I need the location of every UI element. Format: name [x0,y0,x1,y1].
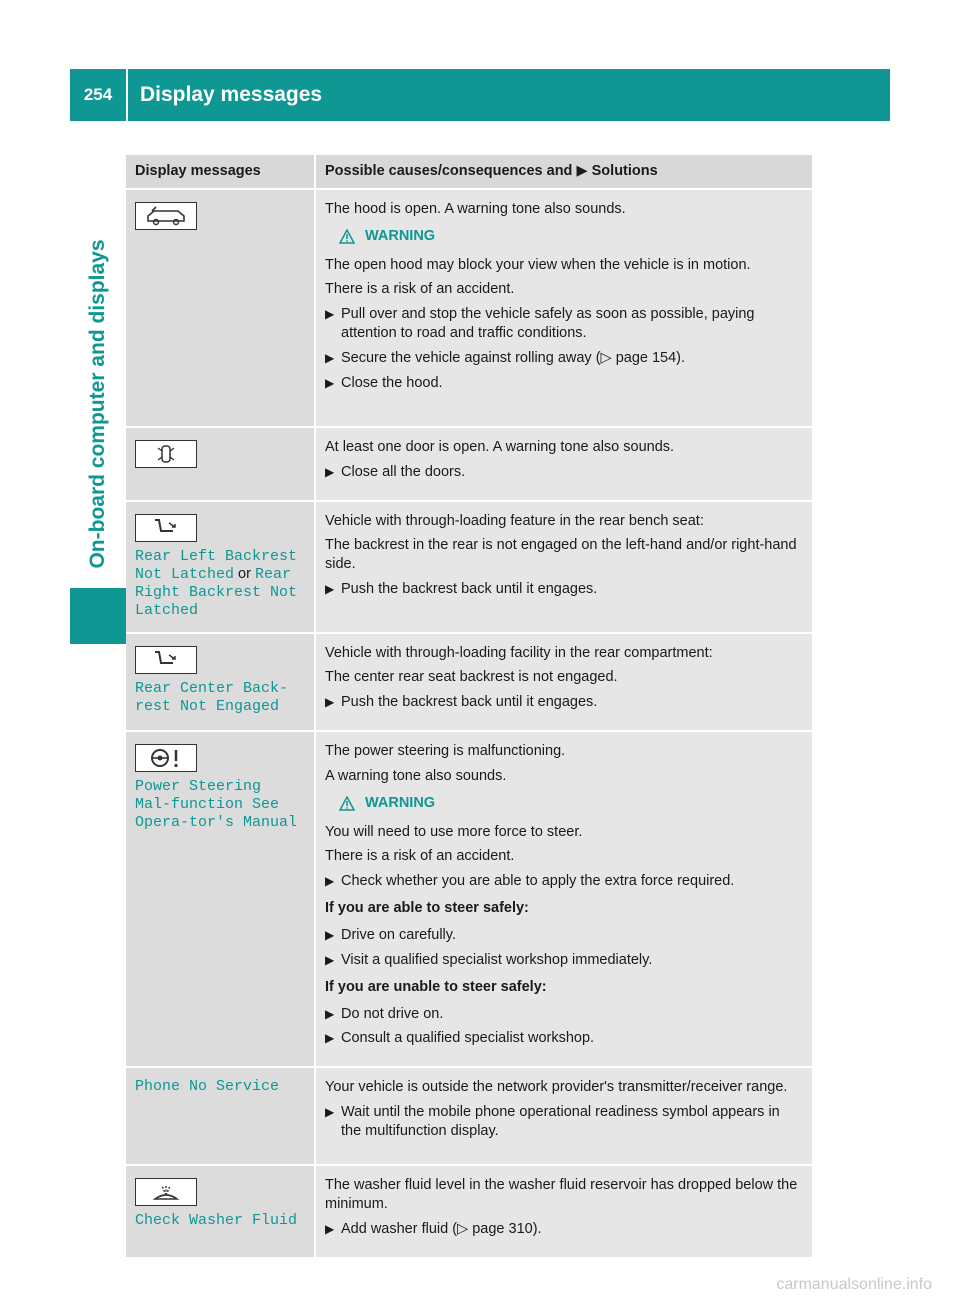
display-message: Rear Left Backrest Not Latched or Rear Right Backrest Not Latched [135,547,298,619]
page-number: 254 [83,85,113,104]
table-row [126,1165,812,1258]
table-row [126,633,812,732]
warning-triangle-icon [339,229,355,244]
condition-heading: If you are able to steer safely: [325,900,529,917]
message-cell [126,633,315,732]
solution-arrow-icon: ▶ [325,1105,335,1120]
solution-cell: Vehicle with through-loading feature in the rear bench seat: The backrest in the rear is not engaged on the left-hand and/or right-hand side. ▶ Push the backrest back until it engages. [315,501,812,633]
solution-arrow-icon: ▶ [325,952,335,967]
display-message: Power Steering Mal‐function See Opera‐tor's Manual [135,778,298,832]
door-open-icon [135,440,197,468]
side-tab-marker [70,588,126,644]
solution-cell: Your vehicle is outside the network provider's transmitter/receiver range. ▶ Wait until the mobile phone operational readiness symbol appears in the multifunction display. [315,1067,812,1165]
hood-open-icon [135,202,197,230]
solution-arrow-icon: ▶ [325,695,335,710]
solution-step: ▶ Drive on carefully. [325,926,456,943]
header-divider [126,69,128,121]
solution-arrow-icon: ▶ [325,307,335,322]
solution-step: ▶ Close all the doors. [325,463,466,480]
display-message: Rear Center Back‐rest Not Engaged [135,679,289,715]
display-messages-table [126,155,812,1259]
message-cell [126,427,315,501]
solution-step: ▶ Secure the vehicle against rolling away (▷ page 154). [325,349,686,366]
message-cell [126,731,315,1067]
solution-arrow-icon: ▶ [325,375,335,390]
message-cell [126,1067,315,1165]
solution-step: ▶ Consult a qualified specialist workshop. [325,1030,595,1047]
solution-step: ▶ Wait until the mobile phone operational readiness symbol appears in the multifunction display. [325,1104,780,1139]
table-row [126,189,812,427]
solution-arrow-icon: ▶ [325,582,335,597]
solution-step: ▶ Do not drive on. [325,1005,444,1022]
solution-step: ▶ Visit a qualified specialist workshop immediately. [325,951,653,968]
solution-arrow-icon: ▶ [325,927,335,942]
solution-cell: Vehicle with through-loading facility in the rear compartment: The center rear seat backrest is not engaged. ▶ Push the backrest back until it engages. [315,633,812,732]
solution-cell: At least one door is open. A warning tone also sounds. ▶ Close all the doors. [315,427,812,501]
display-message: Phone No Service [135,1078,280,1096]
solution-cell: The washer fluid level in the washer fluid reservoir has dropped below the minimum. ▶ Add washer fluid (▷ page 310). [315,1165,812,1258]
condition-heading: If you are unable to steer safely: [325,978,547,995]
page-title: Display messages [140,83,323,106]
display-message: Check Washer Fluid [135,1212,298,1230]
warning-label: WARNING [339,227,803,246]
message-cell [126,189,315,427]
warning-triangle-icon [339,796,355,811]
message-cell [126,501,315,633]
power-steering-warning-icon [135,744,197,772]
table-header-row [126,155,812,189]
solution-arrow-icon: ▶ [325,1031,335,1046]
backrest-icon [135,646,197,674]
section-label: On-board computer and displays [86,239,109,569]
table-row [126,731,812,1067]
solution-arrow-icon: ▶ [325,874,335,889]
column-header-solutions: Possible causes/consequences and ▶ Solutions [315,155,812,189]
solution-arrow-icon: ▶ [325,1221,335,1236]
solution-step: ▶ Close the hood. [325,374,443,391]
warning-label: WARNING [339,794,803,813]
solution-step: ▶ Push the backrest back until it engages. [325,694,598,711]
table-row [126,1067,812,1165]
table-row [126,427,812,501]
solution-arrow-icon: ▶ [325,464,335,479]
solution-arrow-icon: ▶ [325,350,335,365]
washer-fluid-icon [135,1178,197,1206]
solution-step: ▶ Check whether you are able to apply the extra force required. [325,873,735,890]
solution-cell: The power steering is malfunctioning. A warning tone also sounds. WARNING You will need to use more force to steer. There is a risk of an accident. ▶ Check whether you are able to apply the extra force required. If you are able to steer safely: ▶ Drive on carefully. ▶ Visit a qualified specialist workshop immediately. If you are unable to steer safely: ▶ Do not drive on. ▶ Consult a qualified specialist workshop. [315,731,812,1067]
message-cell [126,1165,315,1258]
table-row [126,501,812,633]
solution-step: ▶ Push the backrest back until it engages. [325,581,598,598]
backrest-icon [135,514,197,542]
solution-step: ▶ Pull over and stop the vehicle safely as soon as possible, paying attention to road and traffic conditions. [325,306,755,342]
column-header-messages: Display messages [126,155,315,189]
watermark: carmanualsonline.info [776,1276,932,1293]
solution-arrow-icon: ▶ [325,1006,335,1021]
header-bar [70,69,890,121]
solution-cell: The hood is open. A warning tone also sounds. WARNING The open hood may block your view when the vehicle is in motion. There is a risk of an accident. ▶ Pull over and stop the vehicle safely as soon as possible, paying attention to road and traffic conditions. ▶ Secure the vehicle against rolling away (▷ page 154). ▶ Close the hood. [315,189,812,427]
solution-step: ▶ Add washer fluid (▷ page 310). [325,1220,542,1237]
solution-arrow-icon: ▶ [576,163,588,179]
